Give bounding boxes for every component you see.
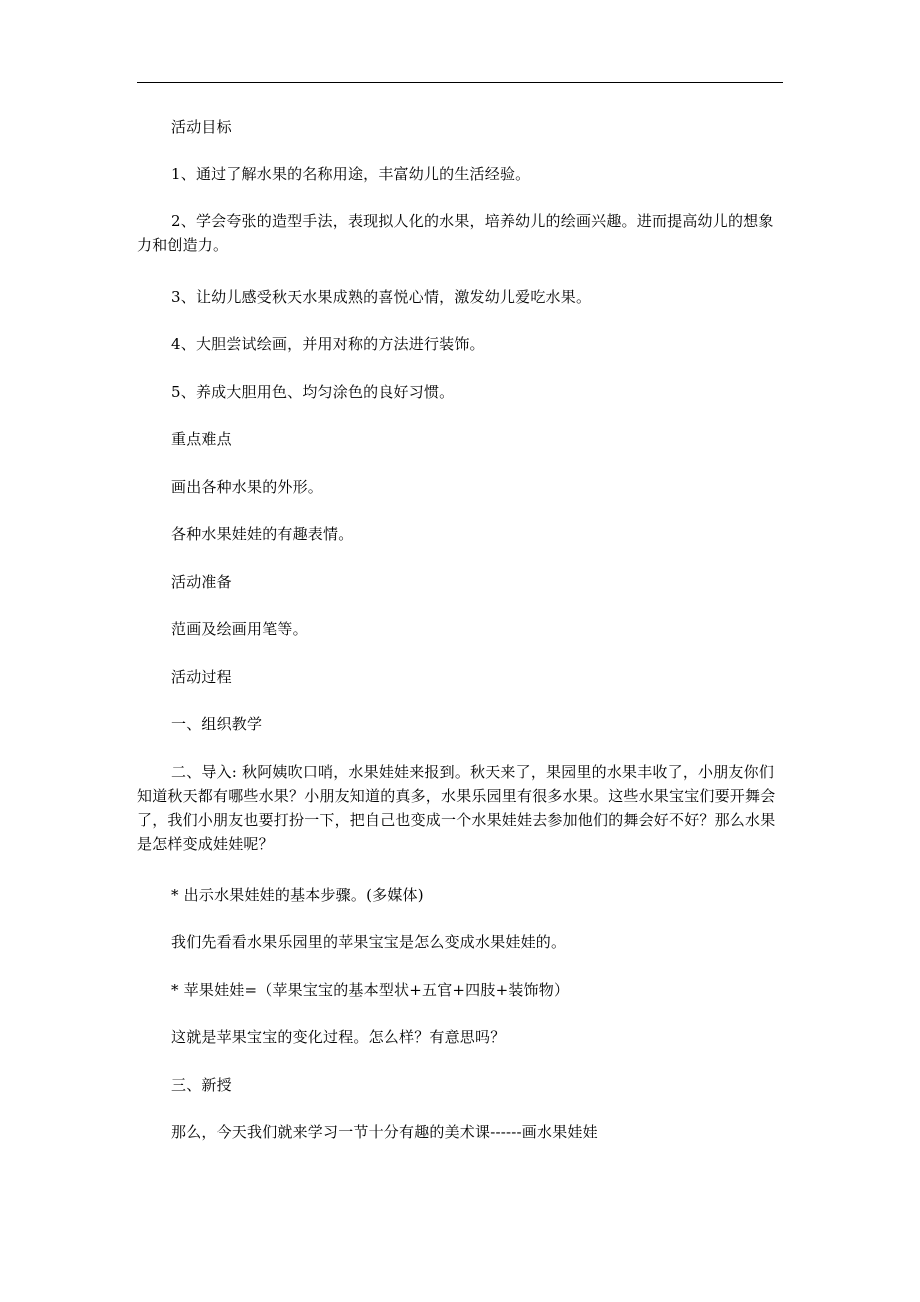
process-bullet-2: * 苹果娃娃=（苹果宝宝的基本型状+五官+四肢+装饰物） bbox=[171, 981, 570, 999]
heading-key-points: 重点难点 bbox=[171, 430, 232, 448]
process-step-3: 三、新授 bbox=[171, 1076, 232, 1094]
goal-item-2: 2、学会夸张的造型手法，表现拟人化的水果，培养幼儿的绘画兴趣。进而提高幼儿的想象力和创造力。 bbox=[137, 212, 774, 254]
key-point-1: 画出各种水果的外形。 bbox=[171, 478, 324, 496]
key-point-2: 各种水果娃娃的有趣表情。 bbox=[171, 525, 354, 543]
goal-item-5: 5、养成大胆用色、均匀涂色的良好习惯。 bbox=[171, 383, 455, 401]
preparation-text: 范画及绘画用笔等。 bbox=[171, 620, 308, 638]
process-text-2: 这就是苹果宝宝的变化过程。怎么样？有意思吗？ bbox=[171, 1028, 506, 1046]
header-rule bbox=[137, 82, 783, 83]
heading-preparation: 活动准备 bbox=[171, 573, 232, 591]
process-text-1: 我们先看看水果乐园里的苹果宝宝是怎么变成水果娃娃的。 bbox=[171, 933, 567, 951]
goal-item-1: 1、通过了解水果的名称用途，丰富幼儿的生活经验。 bbox=[171, 165, 531, 183]
process-step-2: 二、导入: 秋阿姨吹口哨，水果娃娃来报到。秋天来了，果园里的水果丰收了，小朋友你们知道秋天都有哪些水果？小朋友知道的真多，水果乐园里有很多水果。这些水果宝宝们要开舞会了，我们小朋友也要打扮一下，把自己也变成一个水果娃娃去参加他们的舞会好不好？那么水果是怎样变成娃娃呢？ bbox=[137, 763, 776, 853]
process-text-3: 那么，今天我们就来学习一节十分有趣的美术课------画水果娃娃 bbox=[171, 1123, 598, 1141]
process-step-1: 一、组织教学 bbox=[171, 715, 263, 733]
goal-item-4: 4、大胆尝试绘画，并用对称的方法进行装饰。 bbox=[171, 335, 485, 353]
process-bullet-1: * 出示水果娃娃的基本步骤。(多媒体) bbox=[171, 886, 424, 904]
heading-process: 活动过程 bbox=[171, 668, 232, 686]
goal-item-3: 3、让幼儿感受秋天水果成熟的喜悦心情，激发幼儿爱吃水果。 bbox=[171, 288, 592, 306]
heading-activity-goals: 活动目标 bbox=[171, 118, 232, 136]
